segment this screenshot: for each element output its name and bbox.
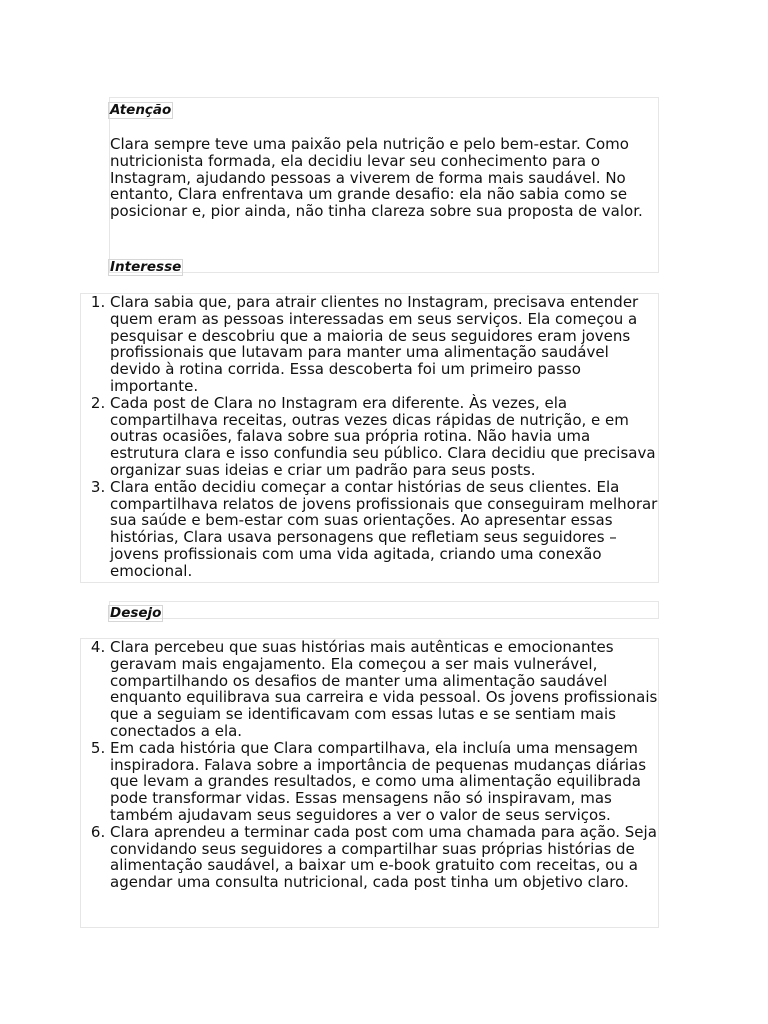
list-item: 3. Clara então decidiu começar a contar histórias de seus clientes. Ela compartilhava relatos de jovens profissionais que conseguiram melhorar sua saúde e bem-estar com suas orientações. Ao apresentar essas histórias, Clara usava personagens que refletiam seus seguidores – jovens profissionais com uma vida agitada, criando uma conexão emocional. — [110, 479, 660, 580]
heading-interesse: Interesse — [110, 259, 182, 275]
list-item: 6. Clara aprendeu a terminar cada post com uma chamada para ação. Seja convidando seus seguidores a compartilhar suas próprias histórias de alimentação saudável, a baixar um e-book gratuito com receitas, ou a agendar uma consulta nutricional, cada post tinha um objetivo claro. — [110, 824, 660, 891]
intro-box — [109, 97, 659, 273]
list-item: 5. Em cada história que Clara compartilhava, ela incluía uma mensagem inspiradora. Falava sobre a importância de pequenas mudanças diárias que levam a grandes resultados, e como uma alimentação equilibrada pode transformar vidas. Essas mensagens não só inspiravam, mas também ajudavam seus seguidores a ver o valor de seus serviços. — [110, 740, 660, 824]
heading-atencao: Atenção — [110, 102, 172, 118]
heading-desejo: Desejo — [110, 605, 162, 621]
list-item: 1. Clara sabia que, para atrair clientes no Instagram, precisava entender quem eram as pessoas interessadas em seus serviços. Ela começou a pesquisar e descobriu que a maioria de seus seguidores eram jovens profissionais que lutavam para manter uma alimentação saudável devido à rotina corrida. Essa descoberta foi um primeiro passo importante. — [110, 294, 660, 395]
interest-list — [81, 294, 660, 580]
list-item: 4. Clara percebeu que suas histórias mais autênticas e emocionantes geravam mais engajamento. Ela começou a ser mais vulnerável, compartilhando os desafios de manter uma alimentação saudável enquanto equilibrava sua carreira e vida pessoal. Os jovens profissionais que a seguiam se identificavam com essas lutas e se sentiam mais conectados a ela. — [110, 639, 660, 740]
list-box-1 — [80, 293, 659, 583]
intro-paragraph: Clara sempre teve uma paixão pela nutrição e pelo bem-estar. Como nutricionista formada, ela decidiu levar seu conhecimento para o Instagram, ajudando pessoas a viverem de forma mais saudável. No entanto, Clara enfrentava um grande desafio: ela não sabia como se posicionar e, pior ainda, não tinha clareza sobre sua proposta de valor. — [110, 135, 643, 221]
desejo-box — [109, 601, 659, 619]
list-item: 2. Cada post de Clara no Instagram era diferente. Às vezes, ela compartilhava receitas, outras vezes dicas rápidas de nutrição, e em outras ocasiões, falava sobre sua própria rotina. Não havia uma estrutura clara e isso confundia seu público. Clara decidiu que precisava organizar suas ideias e criar um padrão para seus posts. — [110, 395, 660, 479]
list-box-2 — [80, 638, 659, 928]
desire-list — [81, 639, 660, 891]
